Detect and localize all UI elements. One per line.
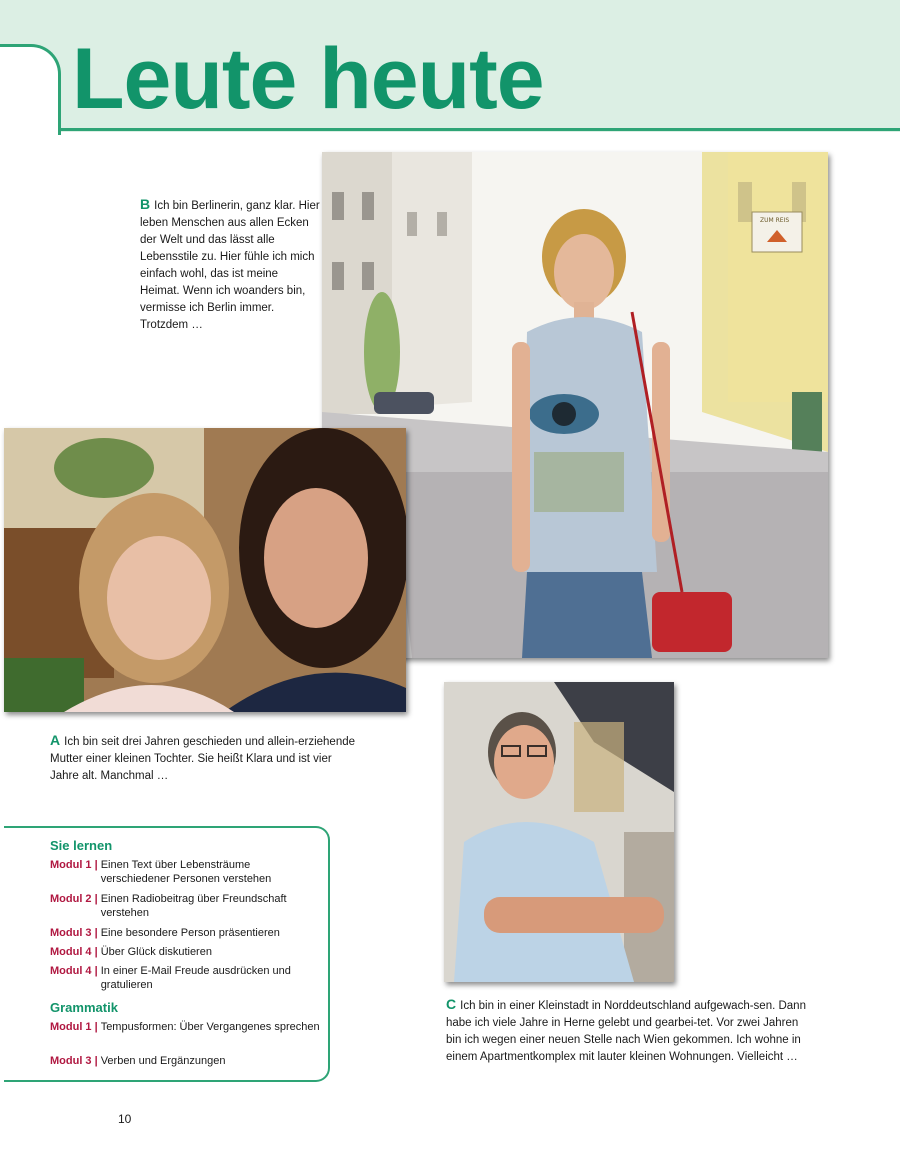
module-label: Modul 3 | bbox=[50, 1055, 98, 1067]
module-text: In einer E-Mail Freude ausdrücken und gratulieren bbox=[100, 965, 291, 991]
module-text: Eine besondere Person präsentieren bbox=[100, 927, 280, 939]
sie-lernen-heading: Sie lernen bbox=[50, 838, 113, 853]
text-b-letter: B bbox=[140, 196, 151, 212]
text-block-b bbox=[140, 196, 320, 334]
grammatik-heading: Grammatik bbox=[50, 1000, 118, 1015]
module-text: Einen Radiobeitrag über Freundschaft verstehen bbox=[100, 893, 287, 919]
shop-sign: ZUM REIS bbox=[760, 217, 790, 224]
module-label: Modul 4 | bbox=[50, 965, 98, 977]
text-c-body: Ich bin in einer Kleinstadt in Norddeutschland aufgewach-sen. Dann habe ich viele Jahre in Herne gelebt und gearbei-tet. Vor zwei Jahren bin ich wegen einer neuen Stelle nach Wien gekommen. Ich wohne in einem Apartmentkomplex mit lauter kleinen Wohnungen. Vielleicht … bbox=[446, 1000, 806, 1063]
text-block-a bbox=[50, 732, 360, 785]
text-a-body: Ich bin seit drei Jahren geschieden und allein-erziehende Mutter einer kleinen Tochter. Sie heißt Klara und ist vier Jahre alt. Manchmal … bbox=[50, 736, 356, 782]
header-tab bbox=[0, 44, 61, 135]
lernen-item bbox=[50, 858, 320, 886]
text-b-body: Ich bin Berlinerin, ganz klar. Hier leben Menschen aus allen Ecken der Welt und das lässt alle Lebensstile zu. Hier fühle ich mich einfach wohl, das ist meine Heimat. Wenn ich woanders bin, vermisse ich Berlin immer. Trotzdem … bbox=[140, 200, 320, 331]
module-text: Tempusformen: Über Vergangenes sprechen bbox=[100, 1021, 320, 1033]
header-rule bbox=[58, 128, 900, 131]
page-title: Leute heute bbox=[72, 31, 544, 127]
text-a-letter: A bbox=[50, 732, 61, 748]
module-text: Einen Text über Lebensträume verschiedener Personen verstehen bbox=[100, 859, 272, 885]
module-label: Modul 3 | bbox=[50, 927, 98, 939]
lernen-item bbox=[50, 964, 320, 992]
module-text: Über Glück diskutieren bbox=[100, 946, 212, 958]
module-label: Modul 1 | bbox=[50, 1021, 98, 1033]
photo-c-illustration bbox=[444, 682, 674, 982]
text-c-letter: C bbox=[446, 996, 457, 1012]
module-label: Modul 1 | bbox=[50, 859, 98, 871]
module-label: Modul 2 | bbox=[50, 893, 98, 905]
module-label: Modul 4 | bbox=[50, 946, 98, 958]
grammatik-item bbox=[50, 1020, 320, 1034]
text-block-c bbox=[446, 996, 816, 1066]
lernen-item bbox=[50, 945, 320, 959]
module-text: Verben und Ergänzungen bbox=[100, 1055, 226, 1067]
photo-a-mother-daughter bbox=[4, 428, 406, 712]
lernen-item bbox=[50, 926, 320, 940]
photo-a-illustration bbox=[4, 428, 406, 712]
grammatik-item bbox=[50, 1054, 320, 1068]
lernen-item bbox=[50, 892, 320, 920]
photo-c-man bbox=[444, 682, 674, 982]
page-number: 10 bbox=[118, 1112, 132, 1126]
